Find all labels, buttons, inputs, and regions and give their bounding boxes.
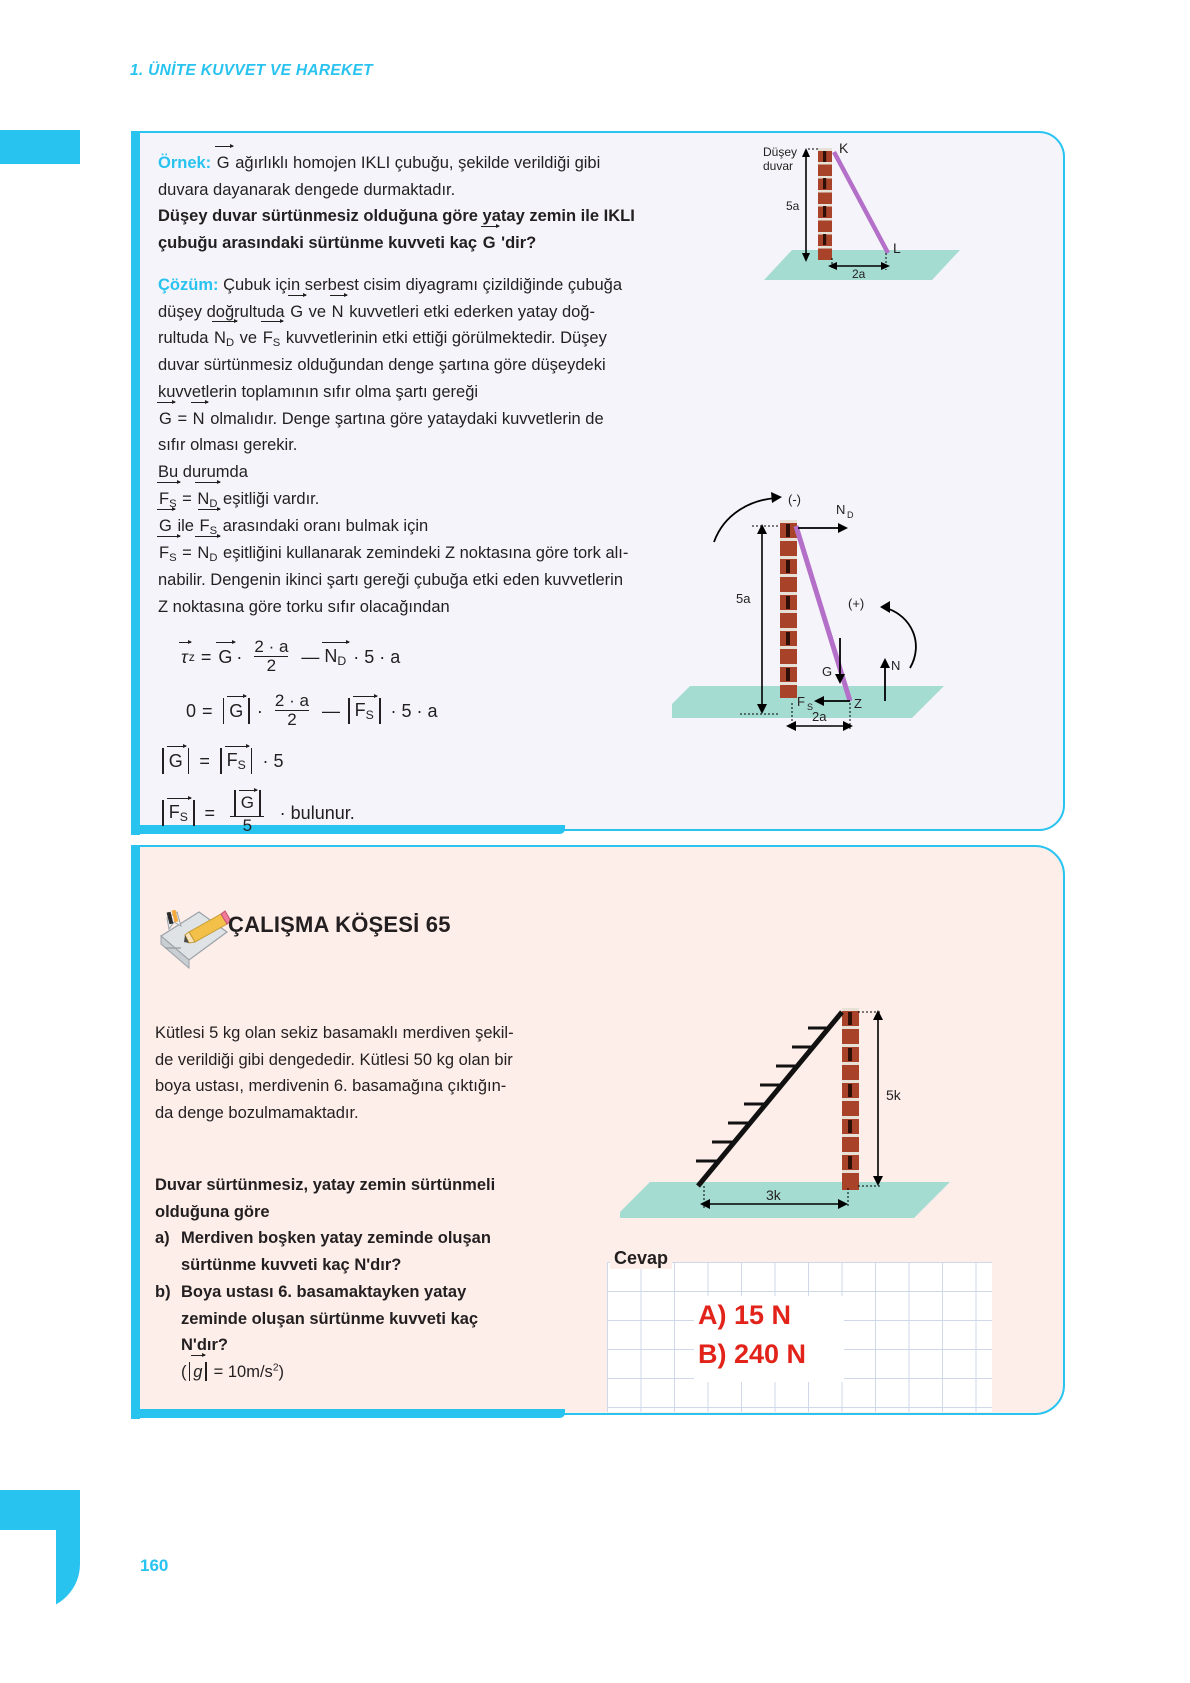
solution-line-9-eq: = — [182, 489, 192, 508]
vector-Fs-icon — [354, 700, 375, 722]
vector-G-icon: G — [216, 150, 231, 177]
solution-line-11-eq: = — [182, 543, 192, 562]
vector-ND-icon: $N_D$ — [196, 540, 218, 567]
eq3-F-sub: S — [237, 758, 246, 773]
eq4-equals: = — [204, 802, 216, 823]
wall-label-line1: Düşey — [763, 145, 798, 159]
dimension-label-5k: 5k — [886, 1087, 901, 1103]
dimension-label-2a: 2a — [812, 709, 827, 724]
eq2-fraction — [271, 692, 313, 730]
question-item-b — [155, 1279, 565, 1386]
solution-line-2-c: kuvvetleri etki ederken yatay doğ- — [349, 302, 595, 321]
vector-Fs-icon: $F_S$ — [199, 513, 219, 540]
solution-line-2 — [158, 299, 718, 326]
abs-bar — [248, 698, 250, 724]
solution-line-6-eq: = — [177, 409, 188, 428]
sign-label-positive: (+) — [848, 596, 865, 611]
rod-KL — [834, 152, 888, 253]
abs-bar — [193, 800, 195, 826]
vertical-wall — [780, 520, 797, 698]
running-head: 1. ÜNİTE KUVVET VE HAREKET — [130, 62, 373, 79]
study-corner-problem-text — [155, 1020, 555, 1127]
dimension-label-5a: 5a — [786, 199, 800, 213]
solution-line-3-c: kuvvetlerinin etki ettiği görülmektedir. Düşey — [285, 329, 607, 348]
gravity-symbol: g — [193, 1363, 203, 1382]
vector-ND-icon: $N_D$ — [196, 486, 218, 513]
problem-line-1: Kütlesi 5 kg olan sekiz basamaklı merdiven şekil- — [155, 1024, 514, 1042]
equation-2 — [158, 684, 588, 738]
point-label-K: K — [839, 140, 849, 156]
eq2-numerator: 2 · a — [274, 691, 309, 711]
eq2-F-sub: S — [365, 708, 374, 723]
example-line-1 — [158, 150, 718, 177]
vector-ND-icon — [323, 646, 347, 668]
vector-G-icon — [217, 647, 233, 668]
eq1-tail: · 5 · a — [353, 646, 401, 667]
abs-bar — [220, 748, 222, 774]
notebook-pencil-icon — [155, 896, 231, 974]
abs-bar — [189, 1362, 191, 1381]
eq4-F: F — [168, 801, 180, 822]
solution-line-3 — [158, 325, 718, 352]
question-a-marker: a) — [155, 1229, 170, 1248]
study-corner-questions — [155, 1172, 565, 1386]
study-corner-underline — [131, 1409, 565, 1418]
solution-line-11-text: eşitliğini kullanarak zemindeki Z noktasına göre tork alı- — [223, 543, 629, 562]
vector-Fs-icon: $F_S$ — [262, 325, 282, 352]
eq1-fraction — [250, 638, 292, 676]
answer-a: A) 15 N — [698, 1300, 792, 1330]
abs-bar — [379, 698, 381, 724]
solution-line-6-text: olmalıdır. Denge şartına göre yataydaki kuvvetlerin de — [210, 409, 604, 428]
eq4-numerator — [226, 790, 269, 816]
eq4-F-sub: S — [179, 810, 188, 825]
example-text-block — [158, 150, 718, 620]
eq2-equals: = — [202, 700, 213, 721]
point-label-L: L — [893, 240, 901, 256]
eq2-F: F — [354, 699, 366, 720]
equation-1 — [158, 630, 588, 684]
vector-ND-icon: $N_D$ — [213, 325, 235, 352]
equation-block — [158, 630, 588, 842]
question-b-marker: b) — [155, 1282, 171, 1301]
eq1-numerator: 2 · a — [254, 637, 289, 657]
problem-line-2: de verildiği gibi dengededir. Kütlesi 50 kg olan bir — [155, 1050, 513, 1069]
torque-arc-negative — [714, 498, 776, 542]
study-corner-accent-bar — [131, 845, 140, 1419]
gravity-note-exponent: 2 — [272, 1362, 279, 1374]
eq1-tau: τ — [181, 646, 188, 667]
vector-G-icon: G — [158, 406, 173, 433]
eq2-minus: — — [321, 700, 340, 721]
dimension-label-2a: 2a — [852, 267, 866, 281]
solution-line-7: sıfır olması gerekir. — [158, 436, 298, 455]
question-intro-line-2: olduğuna göre — [155, 1202, 270, 1221]
eq3-G: G — [168, 750, 183, 771]
eq2-tail: · 5 · a — [390, 700, 438, 721]
vector-N-icon: N — [192, 406, 206, 433]
solution-line-8: Bu durumda — [158, 463, 248, 482]
example-bold-2-a: çubuğu arasındaki sürtünme kuvveti kaç — [158, 234, 478, 253]
solution-line-3-b: ve — [239, 329, 258, 348]
solution-line-10 — [158, 513, 718, 540]
vector-G-icon: G — [482, 230, 497, 257]
ladder-rail — [698, 1012, 842, 1186]
figure-ladder-wall — [620, 990, 980, 1240]
ground-plane — [620, 1182, 950, 1218]
eq2-zero: 0 — [186, 700, 197, 721]
sign-label-negative: (-) — [788, 492, 801, 507]
abs-bar — [223, 698, 225, 724]
solution-line-10-a: ile — [177, 516, 194, 535]
eq1-denominator: 2 — [254, 656, 288, 676]
answer-label: Cevap — [610, 1248, 672, 1269]
example-card-accent-bar — [131, 131, 140, 835]
dimension-label-5a: 5a — [736, 591, 751, 606]
vector-Fs-icon: $F_S$ — [158, 486, 178, 513]
eq3-F: F — [226, 749, 238, 770]
eq4-fraction — [226, 790, 269, 836]
eq4-denominator: 5 — [230, 816, 264, 836]
example-bold-2 — [158, 230, 718, 257]
equation-3 — [158, 738, 588, 784]
question-a-line-1: Merdiven boşken yatay zeminde oluşan — [181, 1229, 491, 1248]
solution-line-1-text: Çubuk için serbest cisim diyagramı çizildiğinde çubuğa — [223, 275, 623, 294]
eq2-dot: · — [256, 700, 263, 721]
question-b-line-3: N'dır? — [181, 1336, 229, 1355]
gravity-note-close: ) — [278, 1363, 284, 1382]
gravity-note-open: ( — [181, 1363, 187, 1382]
eq2-denominator: 2 — [275, 710, 309, 730]
solution-line-3-a: rultuda — [158, 329, 209, 348]
eq1-minus: — — [301, 646, 320, 667]
figure-free-body-diagram — [672, 468, 972, 733]
figure-inclined-rod-wall — [760, 140, 990, 290]
eq1-dot: · — [236, 646, 243, 667]
vector-tau-icon — [180, 647, 189, 668]
page-number: 160 — [140, 1556, 169, 1575]
eq1-equals: = — [200, 646, 212, 667]
question-b-text — [181, 1279, 565, 1386]
solution-line-1 — [158, 272, 718, 299]
ladder-rungs — [696, 1028, 829, 1161]
force-label-ND-sub: D — [847, 510, 854, 520]
question-b-line-1: Boya ustası 6. basamaktayken yatay — [181, 1282, 467, 1301]
abs-bar — [259, 790, 261, 816]
example-label: Örnek: — [158, 154, 212, 172]
vector-G-icon — [240, 794, 255, 812]
eq3-equals: = — [199, 750, 210, 771]
solution-line-11 — [158, 540, 718, 567]
problem-line-3: boya ustası, merdivenin 6. basamağına çıktığın- — [155, 1077, 507, 1096]
dimension-label-3k: 3k — [766, 1187, 781, 1203]
example-line-1-text: ağırlıklı homojen IKLI çubuğu, şekilde verildiği gibi — [235, 154, 601, 172]
example-bold-2-b: 'dir? — [501, 234, 537, 253]
vector-G-icon — [228, 701, 244, 722]
solution-line-12: nabilir. Dengenin ikinci şartı gereği çubuğa etki eden kuvvetlerin — [158, 570, 624, 589]
solution-line-9-text: eşitliği vardır. — [223, 489, 320, 508]
solution-label: Çözüm: — [158, 275, 219, 294]
study-corner-title: ÇALIŞMA KÖŞESİ 65 — [228, 912, 451, 937]
solution-line-2-a: düşey doğrultuda — [158, 302, 285, 321]
wall-label-line2: duvar — [763, 159, 794, 173]
eq3-tail: · 5 — [262, 750, 284, 771]
solution-line-5: kuvvetlerin toplamının sıfır olma şartı gereği — [158, 383, 479, 401]
eq2-G: G — [229, 700, 244, 721]
force-label-Fs: F — [797, 694, 805, 709]
force-label-G: G — [822, 664, 833, 679]
abs-bar — [205, 1362, 207, 1381]
eq1-ND: N — [324, 645, 338, 666]
abs-bar — [188, 748, 190, 774]
abs-bar — [234, 790, 236, 816]
vertical-wall — [818, 148, 832, 260]
eq4-tail: · bulunur. — [279, 802, 355, 823]
solution-line-2-b: ve — [308, 302, 327, 321]
point-label-Z: Z — [854, 696, 862, 711]
decor-tab-bottom-cut — [0, 1530, 56, 1650]
solution-line-9 — [158, 486, 718, 513]
decor-tab-top — [0, 130, 80, 164]
vector-Fs-icon — [226, 750, 247, 772]
problem-line-4: da denge bozulmamaktadır. — [155, 1104, 359, 1123]
abs-bar — [348, 698, 350, 724]
question-a-text — [181, 1225, 565, 1278]
vector-G-icon — [168, 751, 184, 772]
equation-4 — [158, 784, 588, 842]
vector-Fs-icon: $F_S$ — [158, 540, 178, 567]
abs-bar — [162, 800, 164, 826]
vector-N-icon: N — [331, 299, 345, 326]
vector-Fs-icon — [168, 802, 189, 824]
eq1-tau-sub: z — [188, 650, 195, 664]
answer-box — [694, 1296, 844, 1382]
vector-g-icon — [192, 1359, 203, 1386]
abs-bar — [251, 748, 253, 774]
question-item-a — [155, 1225, 565, 1278]
force-label-ND: N — [836, 502, 846, 517]
vertical-wall — [842, 1008, 859, 1190]
eq4-G: G — [240, 793, 254, 813]
solution-line-10-b: arasındaki oranı bulmak için — [222, 516, 429, 535]
vector-G-icon: G — [158, 513, 173, 540]
question-a-line-2: sürtünme kuvveti kaç N'dır? — [181, 1256, 402, 1275]
vector-G-icon: G — [289, 299, 304, 326]
example-line-2: duvara dayanarak dengede durmaktadır. — [158, 180, 456, 199]
question-intro-line-1: Duvar sürtünmesiz, yatay zemin sürtünmeli — [155, 1176, 496, 1194]
question-b-line-2: zeminde oluşan sürtünme kuvveti kaç — [181, 1309, 479, 1328]
eq1-ND-sub: D — [337, 654, 347, 669]
gravity-note-value: = 10m/s — [213, 1363, 273, 1382]
example-bold-1: Düşey duvar sürtünmesiz olduğuna göre yatay zemin ile IKLI — [158, 207, 635, 226]
force-label-N: N — [891, 658, 901, 673]
force-label-Fs-sub: S — [807, 702, 814, 712]
solution-line-6 — [158, 406, 718, 433]
solution-line-13: Z noktasına göre torku sıfır olacağından — [158, 597, 450, 616]
abs-bar — [162, 748, 164, 774]
eq1-G: G — [218, 646, 233, 667]
gravity-note — [181, 1363, 284, 1381]
solution-line-4: duvar sürtünmesiz olduğundan denge şartına göre düşeydeki — [158, 356, 606, 375]
answer-b: B) 240 N — [698, 1339, 807, 1370]
